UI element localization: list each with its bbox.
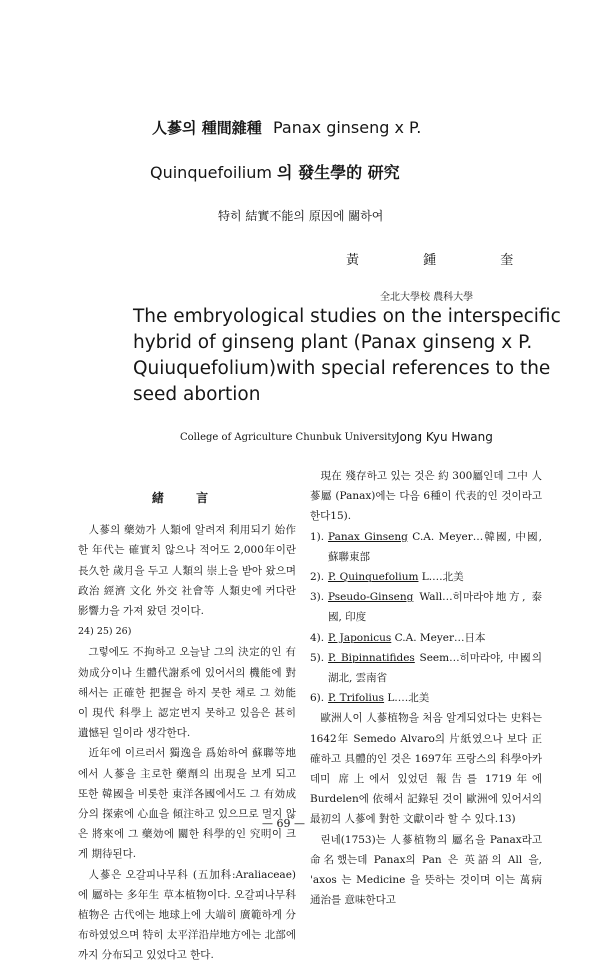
paragraph: 린네(1753)는 人蔘植物의 屬名을 Panax라고 命名했는데 Panax의 Pan 은 英語의 All 을, 'axos 는 Medicine 을 뜻하는 것이며 이는 萬病通治를 意味한다고: [310, 833, 542, 907]
reference-marks: 24) 25) 26): [78, 626, 132, 638]
paragraph: 近年에 이르러서 獨逸을 爲始하여 蘇聯等地에서 人蔘을 主로한 藥劑의 出現을 보게 되고 또한 韓國을 비롯한 東洋各國에서도 그 有効成分의 探索에 心血을 傾注하고 있으므로 멀지 않은 將來에 그 藥効에 關한 科學的인 究明이 크게 期待된다.: [78, 747, 296, 861]
author-english: Jong Kyu Hwang: [396, 430, 493, 444]
english-title-line: The embryological studies on the interspecific: [133, 306, 561, 327]
author-korean: 黃 鍾 奎: [346, 253, 544, 268]
affiliation-korean: 全北大學校 農科大學: [380, 292, 474, 303]
korean-title-latin-2: Quinquefoilium: [150, 163, 272, 182]
paragraph: 歐洲人이 人蔘植物을 처음 알게되었다는 史料는 1642年 Semedo Alvaro의 片紙였으나 보다 正確하고 具體的인 것은 1697年 프랑스의 科學아카데미 席上에서 있었던 報告를 1719年에 Burdelen에 依해서 記錄된 것이 歐洲에 있어서의 最初의 人蔘에 對한 文獻이라 할 수 있다.13): [310, 712, 542, 826]
section-heading: 緒 言: [151, 491, 223, 505]
species-list: [310, 527, 542, 709]
list-item: 1). Panax Ginseng C.A. Meyer…韓國, 中國, 蘇聯東部: [310, 530, 542, 563]
paragraph: 人蔘은 오갈피나무科 (五加科:Araliaceae)에 屬하는 多年生 草本植物이다. 오갈피나무科 植物은 古代에는 地球上에 大端히 廣範하게 分布하였었으며 特히 太平洋沿岸地方에는 北部에 까지 分布되고 있었다고 한다.: [78, 868, 296, 962]
college-english: College of Agriculture Chunbuk University: [180, 432, 398, 443]
left-column: [78, 488, 296, 966]
korean-title-latin: Panax ginseng x P.: [272, 118, 422, 137]
list-item: 3). Pseudo-Ginseng Wall…히마라야地方, 泰國, 印度: [310, 591, 542, 624]
page-number: — 69 —: [262, 817, 305, 830]
list-item: 2). P. Quinquefolium L.…北美: [310, 571, 464, 584]
korean-title-line-2: [150, 160, 450, 183]
korean-title-line-1: [152, 117, 452, 138]
paragraph: 그렇에도 不拘하고 오늘날 그의 決定的인 有効成分이나 生體代謝系에 있어서의 機能에 對해서는 正確한 把握을 하지 못한 채로 그 効能이 現代 科學上 認定번지 못하고 있음은 甚히 遺憾된 일이라 생각한다.: [78, 646, 296, 740]
english-title-line: hybrid of ginseng plant (Panax ginseng x P.: [133, 332, 533, 353]
paragraph: 人蔘의 藥効가 人類에 알려져 利用되기 始作한 年代는 確實치 않으나 적어도 2,000年이란 長久한 歲月을 두고 人類의 崇上을 받아 왔으며 政治 經濟 文化 外交 社會等 人類史에 커다란影響力을 가져 왔던 것이다. 24) 25) 26): [78, 524, 296, 638]
paragraph: 現在 殘存하고 있는 것은 約 300屬인데 그中 人蔘屬 (Panax)에는 다음 6種이 代表的인 것이라고 한다15).: [310, 470, 542, 523]
english-title-line: seed abortion: [133, 384, 261, 405]
list-item: 6). P. Trifolius L.…北美: [310, 692, 430, 705]
korean-title-korean-2: 의 發生學的 研究: [277, 163, 400, 182]
korean-title-korean: 人蔘의 種間雜種: [152, 119, 262, 137]
list-item: 5). P. Bipinnatifides Seem…히마라야, 中國의 湖北, 雲南省: [310, 651, 542, 685]
english-title: [133, 304, 561, 408]
subtitle: 特히 結實不能의 原因에 關하여: [218, 209, 384, 223]
list-item: 4). P. Japonicus C.A. Meyer…日本: [310, 631, 486, 644]
english-title-line: Quiuquefolium)with special references to the: [133, 358, 551, 379]
